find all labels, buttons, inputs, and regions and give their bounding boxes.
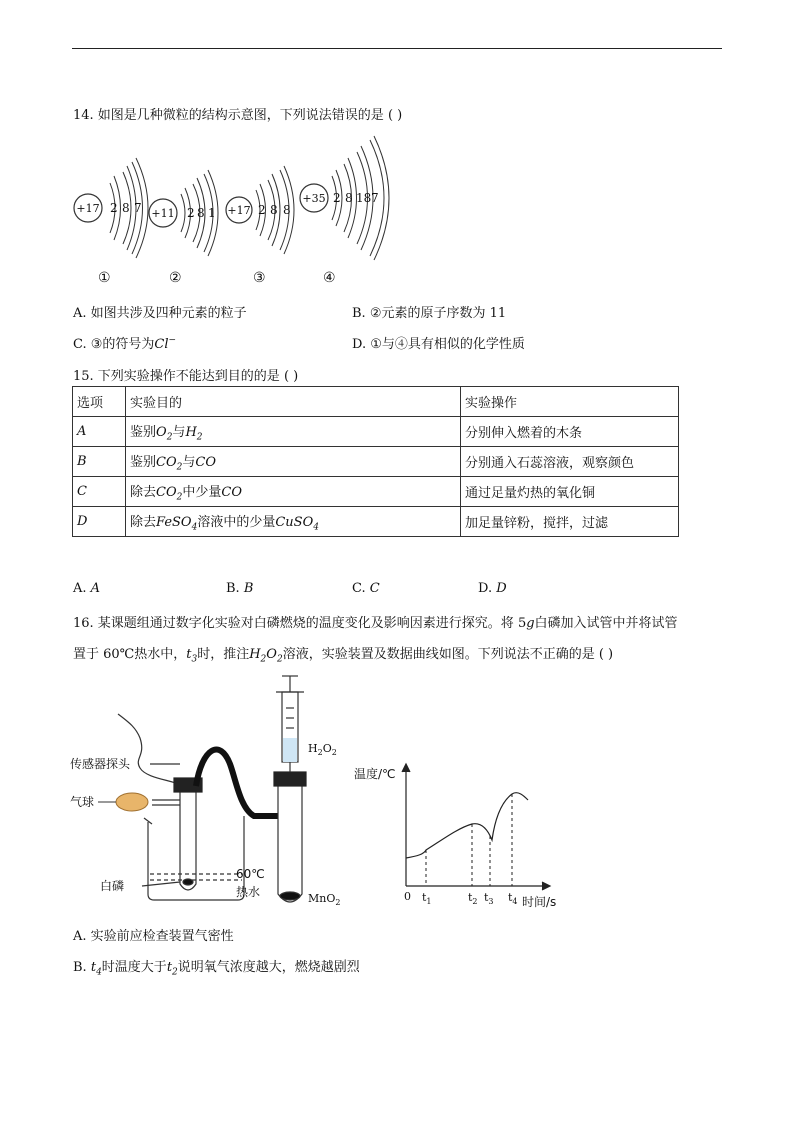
q14-option-a: A. 如图共涉及四种元素的粒子 bbox=[73, 306, 247, 321]
svg-text:2: 2 bbox=[187, 206, 195, 220]
q14-stem: 14. 如图是几种微粒的结构示意图，下列说法错误的是 ( ) bbox=[73, 108, 403, 123]
svg-text:2: 2 bbox=[258, 203, 266, 217]
q16-stem-line2: 置于 60℃热水中，$t_3$时，推注$H_2O_2$溶液，实验装置及数据曲线如图。下列说法不正确的是 ( ) bbox=[73, 647, 614, 665]
q15-option-c: C. C bbox=[352, 581, 380, 596]
header-aim: 实验目的 bbox=[126, 387, 461, 417]
svg-text:1: 1 bbox=[208, 206, 216, 220]
table-row: A 鉴别$O_2$与$H_2$ 分别伸入燃着的木条 bbox=[73, 417, 679, 447]
svg-text:18: 18 bbox=[356, 191, 372, 205]
header-operation: 实验操作 bbox=[461, 387, 679, 417]
experiment-table bbox=[72, 386, 679, 537]
table-row: D 除去FeSO$_4$溶液中的少量CuSO$_4$ 加足量锌粉，搅拌，过滤 bbox=[73, 507, 679, 537]
label-2: ② bbox=[169, 270, 182, 286]
header-option: 选项 bbox=[73, 387, 126, 417]
tick-t1: $t_1$ bbox=[422, 891, 432, 906]
water-temp-label: 60℃ bbox=[236, 867, 265, 881]
svg-text:8: 8 bbox=[283, 203, 291, 217]
graph-xlabel: 时间/s bbox=[522, 895, 557, 909]
tick-t3: $t_3$ bbox=[484, 891, 494, 906]
mno2-label: MnO$_2$ bbox=[308, 892, 341, 907]
q14-option-c: C. ③的符号为Cl− bbox=[73, 335, 177, 352]
svg-text:+17: +17 bbox=[227, 204, 251, 217]
q14-option-b: B. ②元素的原子序数为 11 bbox=[352, 306, 507, 321]
svg-text:8: 8 bbox=[270, 203, 278, 217]
q15-stem: 15. 下列实验操作不能达到目的的是 ( ) bbox=[73, 369, 299, 384]
particle-3 bbox=[226, 166, 294, 254]
svg-text:+11: +11 bbox=[151, 207, 175, 220]
label-1: ① bbox=[98, 270, 111, 286]
water-label: 热水 bbox=[236, 885, 261, 899]
atomic-structure-diagrams bbox=[68, 128, 398, 288]
q16-option-a: A. 实验前应检查装置气密性 bbox=[73, 929, 234, 944]
tick-t2: $t_2$ bbox=[468, 891, 478, 906]
balloon-label: 气球 bbox=[70, 795, 95, 809]
sensor-label: 传感器探头 bbox=[70, 757, 131, 771]
table-row: C 除去$CO_2$中少量CO 通过足量灼热的氧化铜 bbox=[73, 477, 679, 507]
tick-t4: $t_4$ bbox=[508, 891, 518, 906]
svg-text:8: 8 bbox=[197, 206, 205, 220]
q15-option-b: B. B bbox=[226, 581, 254, 596]
svg-text:2: 2 bbox=[333, 191, 341, 205]
svg-text:7: 7 bbox=[134, 201, 142, 215]
svg-text:7: 7 bbox=[371, 191, 379, 205]
particle-4 bbox=[300, 136, 389, 260]
graph-origin: 0 bbox=[404, 890, 411, 903]
header-rule bbox=[72, 48, 722, 49]
graph-ylabel: 温度/℃ bbox=[354, 767, 396, 781]
svg-text:+17: +17 bbox=[76, 202, 100, 215]
svg-text:+35: +35 bbox=[302, 192, 326, 205]
particle-2 bbox=[149, 170, 218, 256]
q14-option-d: D. ①与④具有相似的化学性质 bbox=[352, 337, 525, 352]
experiment-apparatus bbox=[70, 668, 370, 908]
svg-text:8: 8 bbox=[345, 191, 353, 205]
particle-1 bbox=[74, 158, 148, 258]
balloon-shape bbox=[116, 793, 148, 811]
h2o2-label: $H_2O_2$ bbox=[308, 742, 337, 757]
table-row: B 鉴别$CO_2$与CO 分别通入石蕊溶液，观察颜色 bbox=[73, 447, 679, 477]
q15-option-a: A. A bbox=[73, 581, 101, 596]
svg-text:8: 8 bbox=[122, 201, 130, 215]
q16-stem-line1: 16. 某课题组通过数字化实验对白磷燃烧的温度变化及影响因素进行探究。将 5g白磷加入试管中并将试管 bbox=[73, 616, 678, 631]
table-header-row bbox=[73, 387, 679, 417]
q15-option-d: D. D bbox=[478, 581, 507, 596]
phosphorus-label: 白磷 bbox=[100, 879, 125, 893]
label-4: ④ bbox=[323, 270, 336, 286]
label-3: ③ bbox=[253, 270, 266, 286]
svg-text:2: 2 bbox=[110, 201, 118, 215]
q16-option-b: B. $t_4$时温度大于$t_2$说明氧气浓度越大，燃烧越剧烈 bbox=[73, 960, 360, 978]
temperature-graph bbox=[352, 760, 572, 920]
